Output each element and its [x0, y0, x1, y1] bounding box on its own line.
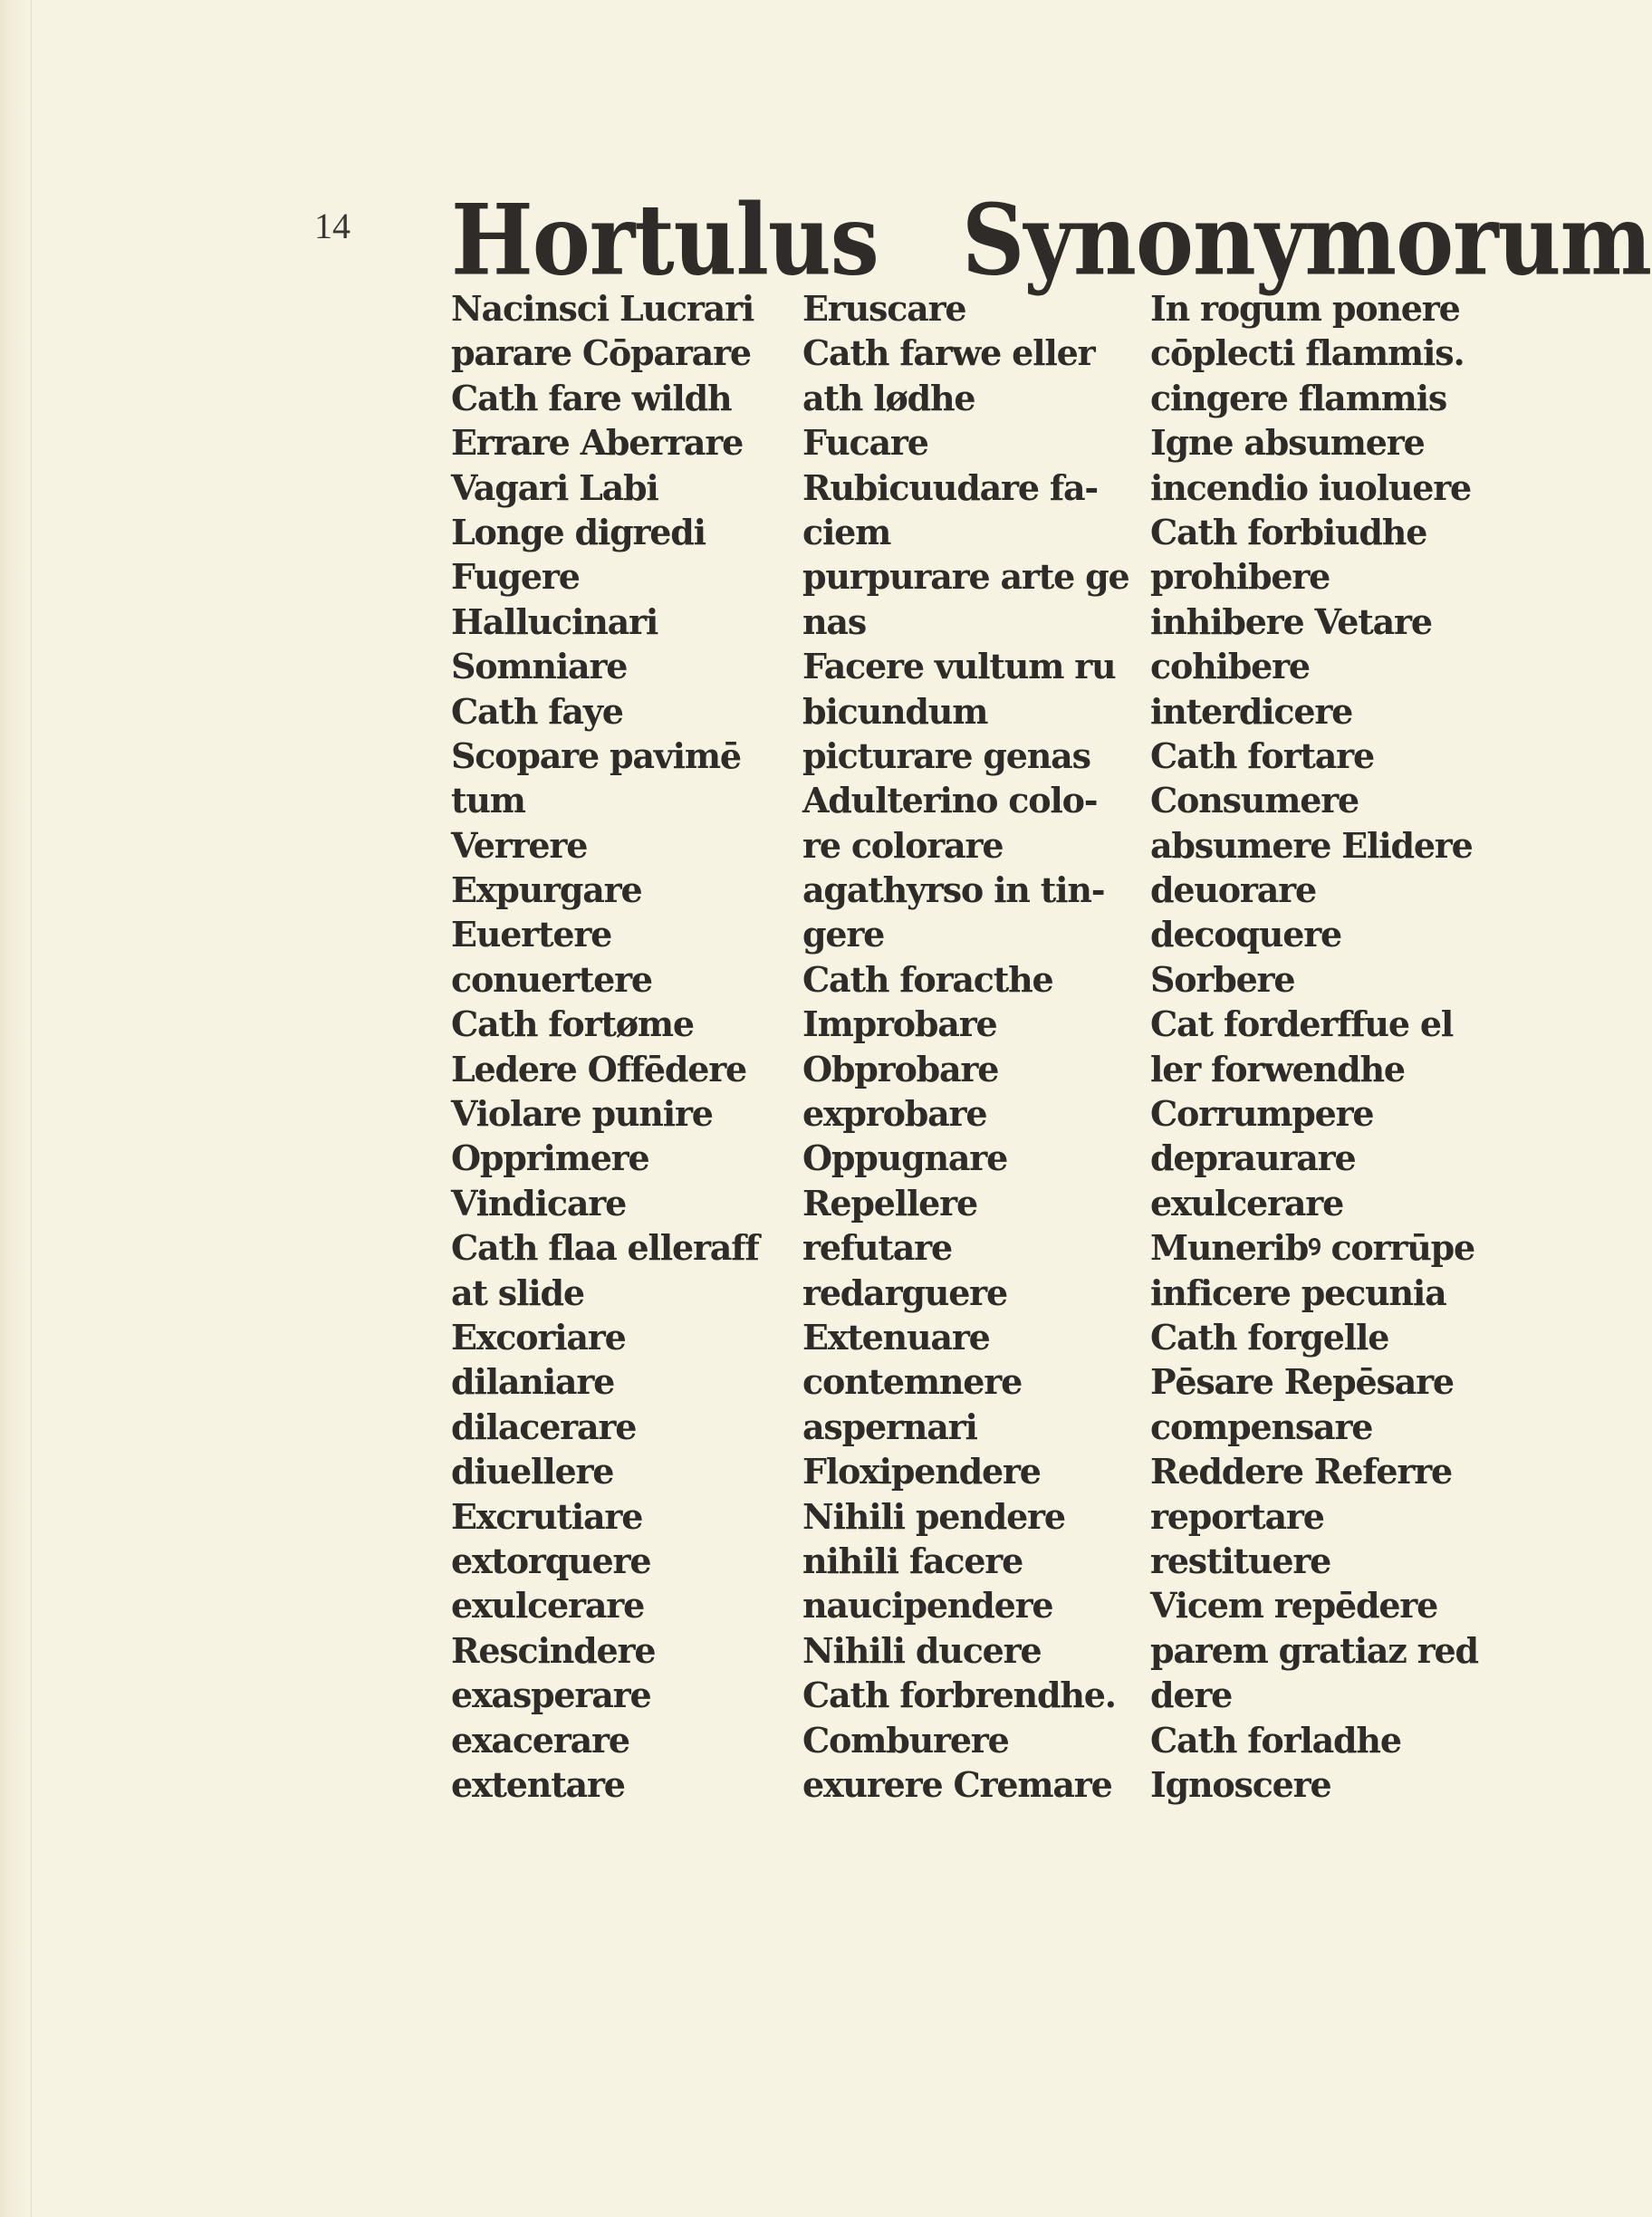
text-line: Consumere — [1150, 780, 1359, 821]
text-line: extorquere — [451, 1540, 651, 1581]
text-line: exulcerare — [1150, 1182, 1344, 1224]
title-synonymorum: Synonymorum — [962, 182, 1652, 298]
text-line: nas — [802, 600, 867, 642]
text-line: Rubicuudare fa- — [802, 466, 1098, 508]
text-line: Corrumpere — [1150, 1093, 1374, 1135]
text-line: Improbare — [802, 1003, 997, 1045]
page-edge — [0, 0, 32, 2217]
text-line: Cath faye — [451, 690, 623, 732]
text-line: Adulterino colo- — [802, 780, 1098, 821]
text-line: Errare Aberrare — [451, 422, 744, 464]
text-line: at slide — [451, 1272, 584, 1313]
text-line: dilaniare — [451, 1361, 615, 1403]
text-line: interdicere — [1150, 690, 1353, 732]
title-hortulus: Hortulus — [451, 182, 879, 298]
text-line: purpurare arte ge — [802, 556, 1129, 598]
text-line: Cath farwe eller — [802, 332, 1095, 374]
text-line: Euertere — [451, 914, 612, 955]
text-line: Excrutiare — [451, 1495, 643, 1537]
text-line: Fucare — [802, 422, 928, 464]
text-line: Eruscare — [802, 288, 966, 329]
text-line: dere — [1150, 1675, 1233, 1716]
text-line: depraurare — [1150, 1137, 1356, 1179]
text-line: Oppugnare — [802, 1137, 1008, 1179]
text-line: Ledere Offēdere — [451, 1048, 746, 1089]
text-line: parare Cōparare — [451, 332, 751, 374]
text-line: absumere Elidere — [1150, 824, 1473, 866]
text-line: Cath forgelle — [1150, 1316, 1389, 1358]
text-line: Rescindere — [451, 1629, 656, 1671]
text-line: refutare — [802, 1227, 952, 1269]
text-line: Fugere — [451, 556, 580, 598]
text-line: tum — [451, 780, 525, 821]
text-line: ler forwendhe — [1150, 1048, 1405, 1089]
text-line: Hallucinari — [451, 600, 658, 642]
text-line: Cath fare wildh — [451, 377, 732, 418]
text-line: picturare genas — [802, 734, 1090, 776]
page-number: 14 — [314, 206, 351, 246]
text-line: Nacinsci Lucrari — [451, 288, 754, 329]
text-line: bicundum — [802, 690, 988, 732]
text-line: re colorare — [802, 824, 1004, 866]
text-line: Sorbere — [1150, 958, 1295, 1000]
text-line: Ignoscere — [1150, 1763, 1331, 1805]
text-line: Opprimere — [451, 1137, 649, 1179]
text-line: agathyrso in tin- — [802, 869, 1105, 911]
text-line: gere — [802, 914, 885, 955]
text-line: Vagari Labi — [451, 466, 658, 508]
text-line: Obprobare — [802, 1048, 999, 1089]
text-line: Cath fortare — [1150, 734, 1374, 776]
text-line: incendio iuoluere — [1150, 466, 1472, 508]
text-line: inficere pecunia — [1150, 1272, 1446, 1313]
text-line: conuertere — [451, 958, 652, 1000]
text-line: Cat forderffue el — [1150, 1003, 1454, 1045]
text-line: Igne absumere — [1150, 422, 1425, 464]
text-line: Scopare pavimē — [451, 734, 741, 776]
text-line: Longe digredi — [451, 511, 706, 552]
text-line: prohibere — [1150, 556, 1330, 598]
text-line: exprobare — [802, 1093, 987, 1135]
text-line: inhibere Vetare — [1150, 600, 1432, 642]
text-line: exurere Cremare — [802, 1763, 1112, 1805]
text-line: redarguere — [802, 1272, 1007, 1313]
text-line: Pēsare Repēsare — [1150, 1361, 1454, 1403]
text-line: compensare — [1150, 1406, 1373, 1447]
text-line: Facere vultum ru — [802, 646, 1116, 687]
text-line: Cath flaa elleraff — [451, 1227, 759, 1269]
text-line: exasperare — [451, 1675, 651, 1716]
text-line: Vicem repēdere — [1150, 1585, 1438, 1627]
text-line: naucipendere — [802, 1585, 1053, 1627]
text-line: In rogum ponere — [1150, 288, 1460, 329]
text-line: Muneribꝰ corrūpe — [1150, 1227, 1474, 1269]
text-line: Cath forbrendhe. — [802, 1675, 1116, 1716]
text-line: dilacerare — [451, 1406, 637, 1447]
text-line: Excoriare — [451, 1316, 626, 1358]
text-line: parem gratiaz red — [1150, 1629, 1478, 1671]
text-line: Comburere — [802, 1719, 1009, 1761]
text-line: contemnere — [802, 1361, 1023, 1403]
text-line: Expurgare — [451, 869, 642, 911]
text-line: Somniare — [451, 646, 628, 687]
text-line: restituere — [1150, 1540, 1331, 1581]
text-column-2 — [802, 286, 1129, 1807]
text-column-1 — [451, 286, 759, 1807]
text-line: decoquere — [1150, 914, 1342, 955]
text-line: diuellere — [451, 1451, 614, 1492]
text-line: Cath forladhe — [1150, 1719, 1401, 1761]
text-line: deuorare — [1150, 869, 1316, 911]
text-line: cōplecti flammis. — [1150, 332, 1465, 374]
text-line: ath lødhe — [802, 377, 975, 418]
text-line: extentare — [451, 1763, 625, 1805]
text-line: reportare — [1150, 1495, 1324, 1537]
text-line: Nihili pendere — [802, 1495, 1065, 1537]
text-line: Reddere Referre — [1150, 1451, 1452, 1492]
text-line: Vindicare — [451, 1182, 627, 1224]
text-line: Verrere — [451, 824, 588, 866]
text-line: exacerare — [451, 1719, 629, 1761]
text-line: Violare punire — [451, 1093, 713, 1135]
text-line: exulcerare — [451, 1585, 645, 1627]
text-line: Floxipendere — [802, 1451, 1041, 1492]
text-line: aspernari — [802, 1406, 977, 1447]
text-line: Cath forbiudhe — [1150, 511, 1427, 552]
text-line: Repellere — [802, 1182, 977, 1224]
text-line: Extenuare — [802, 1316, 990, 1358]
text-line: Cath fortøme — [451, 1003, 694, 1045]
text-line: cohibere — [1150, 646, 1310, 687]
text-line: nihili facere — [802, 1540, 1023, 1581]
text-line: Cath foracthe — [802, 958, 1053, 1000]
text-column-3 — [1150, 286, 1478, 1807]
text-line: cingere flammis — [1150, 377, 1447, 418]
text-line: ciem — [802, 511, 891, 552]
text-line: Nihili ducere — [802, 1629, 1042, 1671]
